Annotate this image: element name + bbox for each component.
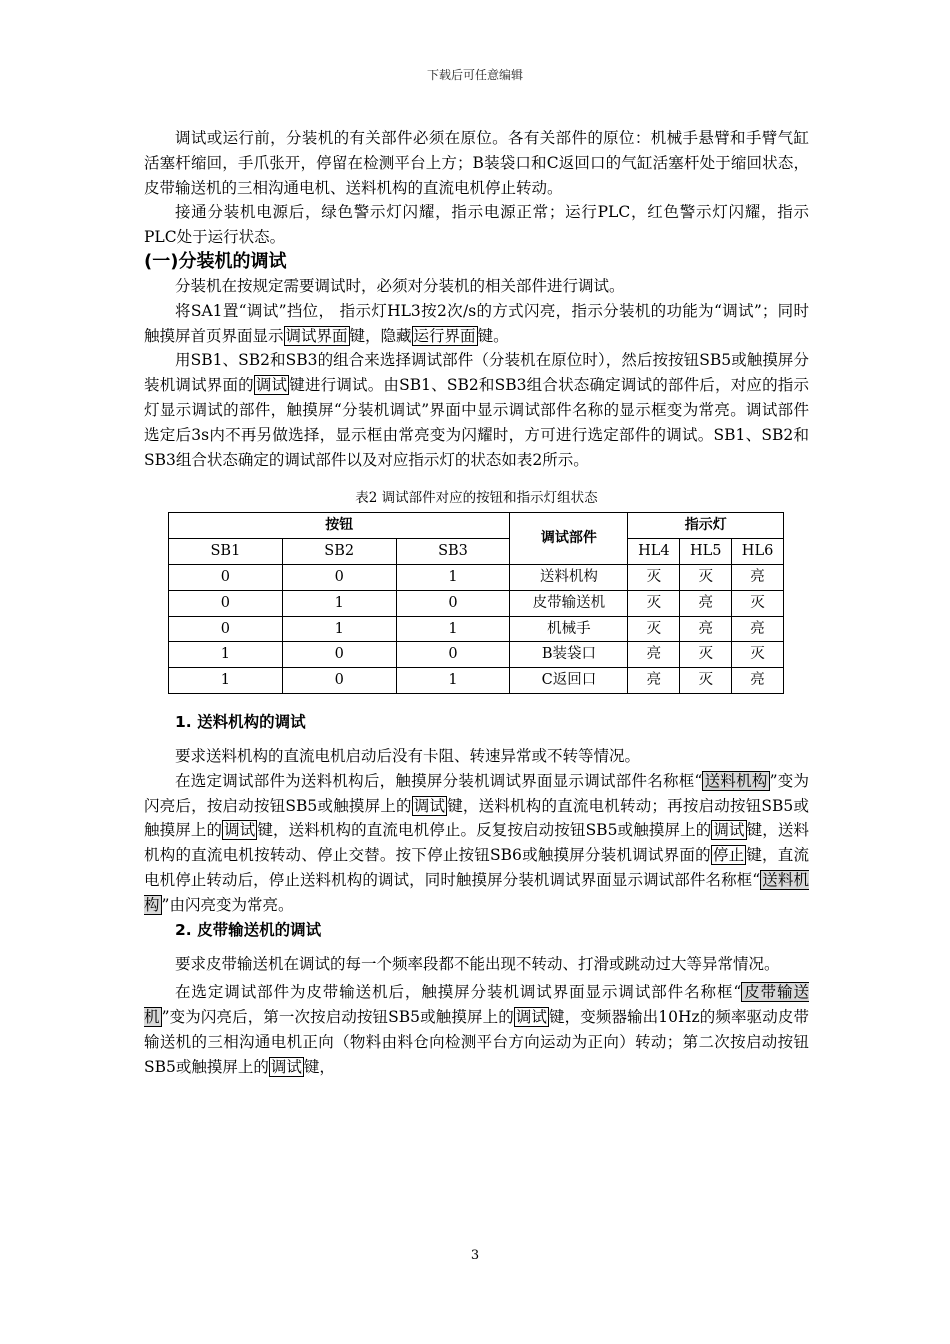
feeder-name-box: 送料机构 [144, 870, 809, 914]
table-row [169, 642, 784, 668]
table-row [169, 564, 784, 590]
cell-sb3: 1 [396, 564, 510, 590]
cell-sb1: 1 [169, 668, 283, 694]
cell-sb3: 1 [396, 668, 510, 694]
cell-hl6: 灭 [732, 642, 784, 668]
cell-part: C返回口 [510, 668, 628, 694]
subheader-hl4: HL4 [628, 539, 680, 565]
intro-paragraph-1: 调试或运行前，分装机的有关部件必须在原位。各有关部件的原位：机械手悬臂和手臂气缸活塞杆缩回，手爪张开，停留在检测平台上方；B装袋口和C返回口的气缸活塞杆处于缩回状态，皮带输送机的三相沟通电机、送料机构的直流电机停止转动。 [144, 129, 809, 197]
page-number: 3 [470, 1248, 480, 1263]
subsection-1-paragraph-1: 要求送料机构的直流电机启动后没有卡阻、转速异常或不转等情况。 [175, 746, 641, 765]
cell-hl5: 灭 [680, 668, 732, 694]
state-table [168, 512, 784, 694]
page-header: 下载后可任意编辑 [426, 68, 523, 82]
debug-key: 调试 [270, 1057, 302, 1076]
table-row [169, 590, 784, 616]
cell-hl4: 灭 [628, 590, 680, 616]
cell-hl5: 亮 [680, 616, 732, 642]
subheader-sb3: SB3 [396, 539, 510, 565]
cell-sb1: 0 [169, 564, 283, 590]
cell-part: 机械手 [510, 616, 628, 642]
cell-hl5: 灭 [680, 642, 732, 668]
cell-sb2: 1 [282, 590, 396, 616]
cell-sb2: 0 [282, 668, 396, 694]
section-paragraph-3: 用SB1、SB2和SB3的组合来选择调试部件（分装机在原位时），然后按按钮SB5或触摸屏分装机调试界面的 调试 键进行调试。由SB1、SB2和SB3组合状态确定调试的部件后，对应的指示灯显示调试的部件，触摸屏“分装机调试”界面中显示调试部件名称的显示框变为常亮。调试部件选定后3s内不再另做选择，显示框由常亮变为闪耀时，方可进行选定部件的调试。SB1、SB2和SB3组合状态确定的调试部件以及对应指示灯的状态如表2所示。 [144, 351, 809, 469]
cell-sb2: 0 [282, 642, 396, 668]
cell-hl4: 灭 [628, 616, 680, 642]
table-row [169, 668, 784, 694]
cell-hl4: 亮 [628, 668, 680, 694]
cell-sb3: 0 [396, 642, 510, 668]
cell-part: 送料机构 [510, 564, 628, 590]
cell-hl5: 灭 [680, 564, 732, 590]
table-row [169, 616, 784, 642]
debug-key: 调试 [515, 1008, 548, 1027]
section-paragraph-1: 分装机在按规定需要调试时，必须对分装机的相关部件进行调试。 [175, 276, 625, 295]
cell-sb1: 0 [169, 590, 283, 616]
table-caption: 表2 调试部件对应的按钮和指示灯组状态 [355, 490, 598, 507]
cell-hl4: 灭 [628, 564, 680, 590]
header-part: 调试部件 [510, 513, 628, 565]
subsection-2-paragraph-2: 在选定调试部件为皮带输送机后，触摸屏分装机调试界面显示调试部件名称框“ 皮带输送机 ”变为闪亮后，第一次按启动按钮SB5或触摸屏上的 调试 键，变频器输出10Hz的频率驱动皮带输送机的三相沟通电机正向（物料由料仓向检测平台方向运动为正向）转动；第二次按启动按钮SB5或触摸屏上的 调试 键， [144, 983, 809, 1076]
debug-screen-key: 调试界面 [285, 326, 348, 345]
subsection-heading-2: 2. 皮带输送机的调试 [175, 920, 322, 939]
subheader-hl5: HL5 [680, 539, 732, 565]
debug-key: 调试 [713, 821, 745, 840]
cell-sb3: 1 [396, 616, 510, 642]
intro-paragraph-2: 接通分装机电源后，绿色警示灯闪耀，指示电源正常；运行PLC，红色警示灯闪耀，指示PLC处于运行状态。 [144, 203, 809, 247]
header-lights: 指示灯 [628, 513, 784, 539]
header-buttons: 按钮 [169, 513, 510, 539]
subsection-heading-1: 1. 送料机构的调试 [175, 712, 306, 731]
section-paragraph-2: 将SA1置“调试”挡位， 指示灯HL3按2次/s的方式闪亮，指示分装机的功能为“调试”；同时触摸屏首页界面显示 调试界面 键，隐藏 运行界面 键。 [144, 301, 809, 345]
cell-sb2: 1 [282, 616, 396, 642]
document-body [144, 126, 809, 1080]
cell-hl6: 亮 [732, 564, 784, 590]
section-heading: (一)分装机的调试 [144, 250, 287, 272]
cell-part: B装袋口 [510, 642, 628, 668]
cell-sb1: 0 [169, 616, 283, 642]
subheader-hl6: HL6 [732, 539, 784, 565]
table-subheader-row [169, 539, 784, 565]
cell-hl6: 亮 [732, 616, 784, 642]
cell-sb1: 1 [169, 642, 283, 668]
cell-sb3: 0 [396, 590, 510, 616]
run-screen-key: 运行界面 [413, 326, 476, 345]
table-header-row [169, 513, 784, 539]
debug-key: 调试 [224, 821, 256, 840]
debug-key: 调试 [255, 376, 288, 395]
cell-hl5: 亮 [680, 590, 732, 616]
debug-key: 调试 [413, 796, 446, 815]
subsection-1-paragraph-2: 在选定调试部件为送料机构后，触摸屏分装机调试界面显示调试部件名称框“ 送料机构 ”变为闪亮后，按启动按钮SB5或触摸屏上的 调试 键，送料机构的直流电机转动；再按启动按钮SB5或触摸屏上的 调试 键，送料机构的直流电机停止。反复按启动按钮SB5或触摸屏上的 调试 键，送料机构的直流电机按转动、停止交替。按下停止按钮SB6或触摸屏分装机调试界面的 停止 键，直流电机停止转动后，停止送料机构的调试，同时触摸屏分装机调试界面显示调试部件名称框“ 送料机构 ”由闪亮变为常亮。 [144, 771, 809, 914]
cell-sb2: 0 [282, 564, 396, 590]
cell-hl6: 亮 [732, 668, 784, 694]
subheader-sb1: SB1 [169, 539, 283, 565]
feeder-name-box: 送料机构 [704, 771, 768, 790]
subsection-2-paragraph-1: 要求皮带输送机在调试的每一个频率段都不能出现不转动、打滑或跳动过大等异常情况。 [175, 954, 780, 973]
cell-hl4: 亮 [628, 642, 680, 668]
cell-part: 皮带输送机 [510, 590, 628, 616]
stop-key: 停止 [712, 846, 745, 865]
subheader-sb2: SB2 [282, 539, 396, 565]
cell-hl6: 灭 [732, 590, 784, 616]
conveyor-name-box: 皮带输送机 [144, 983, 809, 1027]
